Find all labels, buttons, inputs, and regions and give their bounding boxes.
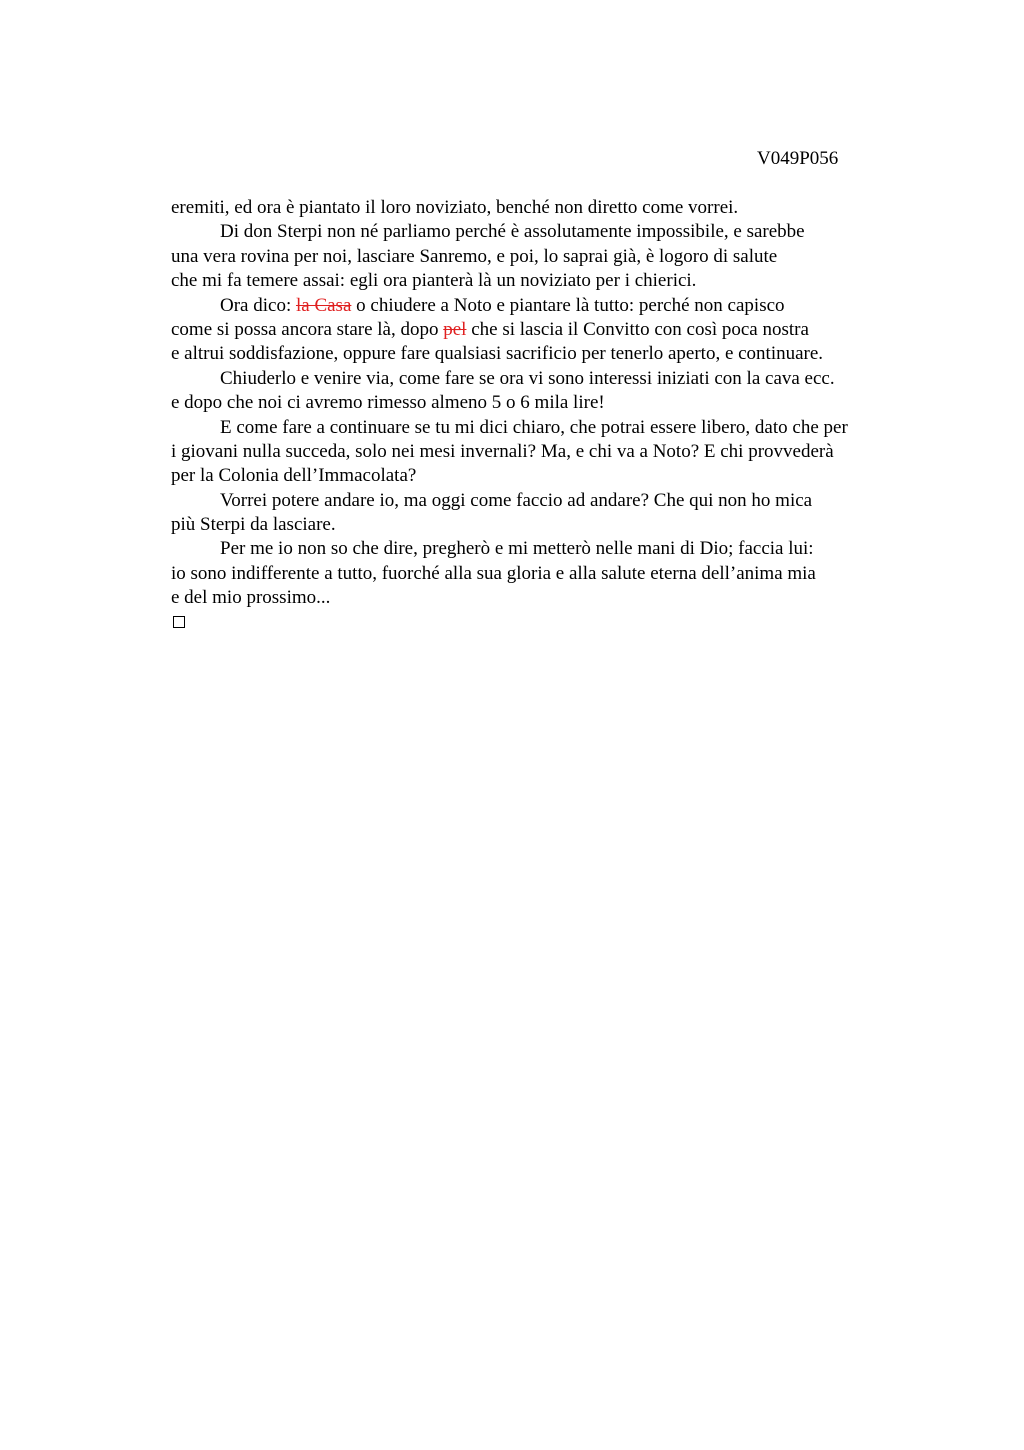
text-line-with-deletion [171, 318, 931, 342]
text-line: più Sterpi da lasciare. [171, 514, 336, 536]
text-line: e altrui soddisfazione, oppure fare qualsiasi sacrificio per tenerlo aperto, e continuare. [171, 343, 824, 365]
text-line: eremiti, ed ora è piantato il loro noviziato, benché non diretto come vorrei. [171, 197, 739, 218]
text-segment: Ora dico: [220, 294, 296, 316]
text-line: e del mio prossimo... [171, 587, 331, 609]
letter-body [171, 196, 931, 628]
text-line: che mi fa temere assai: egli ora pianterà là un noviziato per i chierici. [171, 270, 697, 292]
text-line: E come fare a continuare se tu mi dici chiaro, che potrai essere libero, dato che per [220, 416, 848, 438]
struck-text: pel [443, 318, 467, 340]
text-line: una vera rovina per noi, lasciare Sanremo, e poi, lo saprai già, è logoro di salute [171, 245, 778, 267]
text-line: Per me io non so che dire, pregherò e mi metterò nelle mani di Dio; faccia lui: [220, 538, 814, 560]
text-line: i giovani nulla succeda, solo nei mesi invernali? Ma, e chi va a Noto? E chi provvederà [171, 440, 834, 462]
text-line: e dopo che noi ci avremo rimesso almeno 5 o 6 mila lire! [171, 392, 605, 414]
text-line: per la Colonia dell’Immacolata? [171, 465, 417, 487]
text-line: Vorrei potere andare io, ma oggi come faccio ad andare? Che qui non ho mica [220, 489, 813, 511]
text-segment: che si lascia il Convitto con così poca nostra [466, 318, 809, 340]
text-line: Di don Sterpi non né parliamo perché è assolutamente impossibile, e sarebbe [220, 221, 805, 243]
text-segment: o chiudere a Noto e piantare là tutto: perché non capisco [351, 294, 785, 316]
text-line-with-deletion [171, 294, 931, 318]
struck-text: la Casa [295, 294, 352, 316]
text-line: Chiuderlo e venire via, come fare se ora vi sono interessi iniziati con la cava ecc. [220, 367, 835, 389]
text-line: io sono indifferente a tutto, fuorché alla sua gloria e alla salute eterna dell’anima mia [171, 562, 816, 584]
text-segment: come si possa ancora stare là, dopo [171, 318, 444, 340]
empty-square-icon [173, 616, 185, 628]
page-id: V049P056 [757, 148, 839, 169]
